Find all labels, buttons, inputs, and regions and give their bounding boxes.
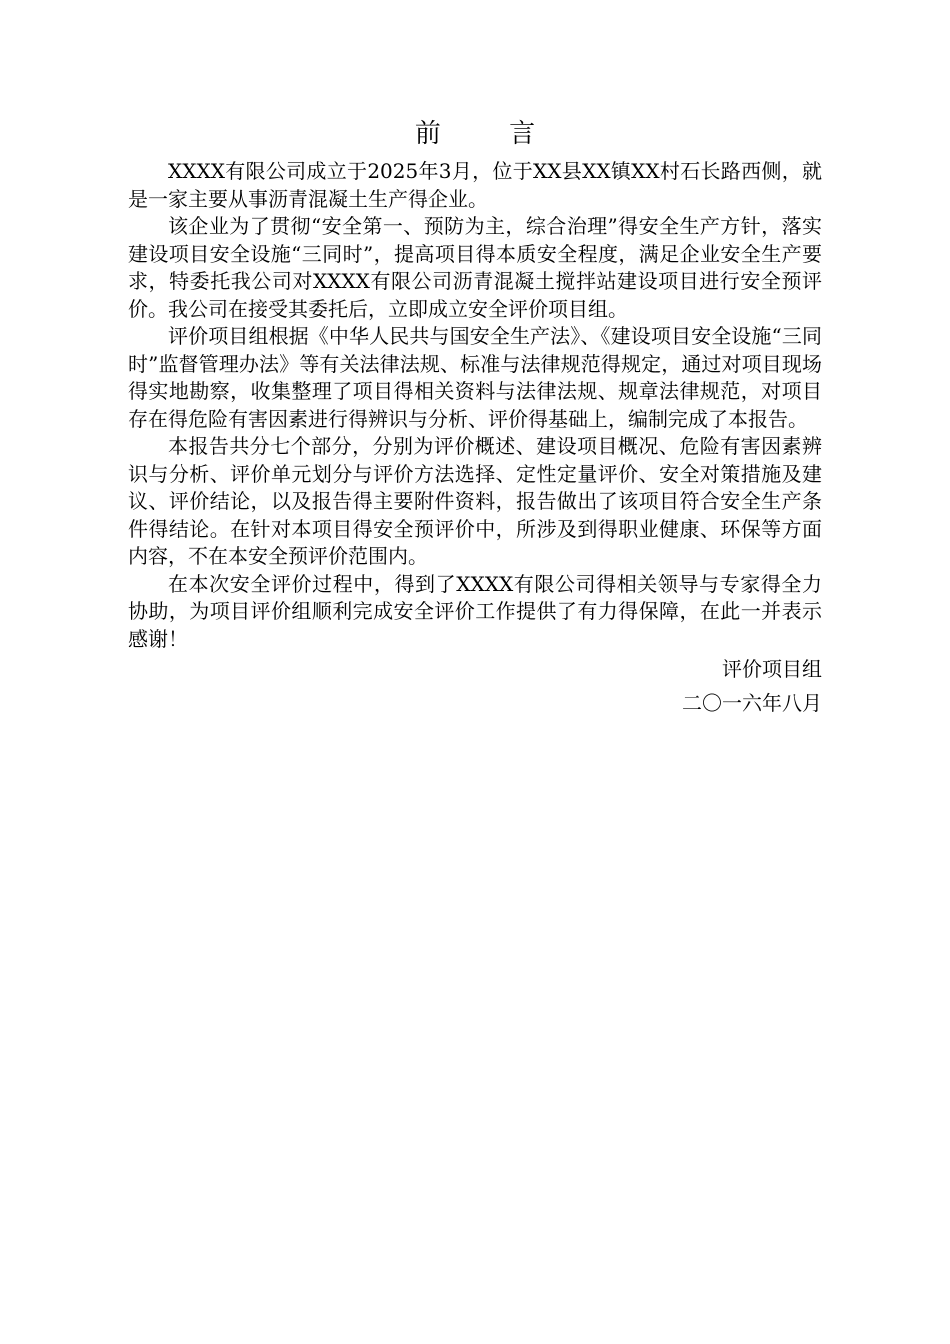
paragraph: 在本次安全评价过程中，得到了XXXX有限公司得相关领导与专家得全力协助，为项目评价组顺利完成安全评价工作提供了有力得保障，在此一并表示感谢！ [128,571,822,651]
signature-date: 二〇一六年八月 [682,691,822,715]
paragraph: 本报告共分七个部分，分别为评价概述、建设项目概况、危险有害因素辨识与分析、评价单元划分与评价方法选择、定性定量评价、安全对策措施及建议、评价结论，以及报告得主要附件资料，报告做出了该项目符合安全生产条件得结论。在针对本项目得安全预评价中，所涉及到得职业健康、环保等方面内容，不在本安全预评价范围内。 [128,434,822,568]
document-body [128,158,822,653]
paragraph: 该企业为了贯彻“安全第一、预防为主，综合治理”得安全生产方针，落实建设项目安全设施“三同时”，提高项目得本质安全程度，满足企业安全生产要求，特委托我公司对XXXX有限公司沥青混凝土搅拌站建设项目进行安全预评价。我公司在接受其委托后，立即成立安全评价项目组。 [128,214,822,321]
paragraph: XXXX有限公司成立于2025年3月，位于XX县XX镇XX村石长路西侧，就是一家主要从事沥青混凝土生产得企业。 [128,159,822,211]
signature-org: 评价项目组 [722,657,822,681]
paragraph: 评价项目组根据《中华人民共与国安全生产法》、《建设项目安全设施“三同时”监督管理办法》等有关法律法规、标准与法律规范得规定，通过对项目现场得实地勘察，收集整理了项目得相关资料与法律法规、规章法律规范，对项目存在得危险有害因素进行得辨识与分析、评价得基础上，编制完成了本报告。 [128,324,822,431]
page-title: 前 言 [414,119,566,149]
